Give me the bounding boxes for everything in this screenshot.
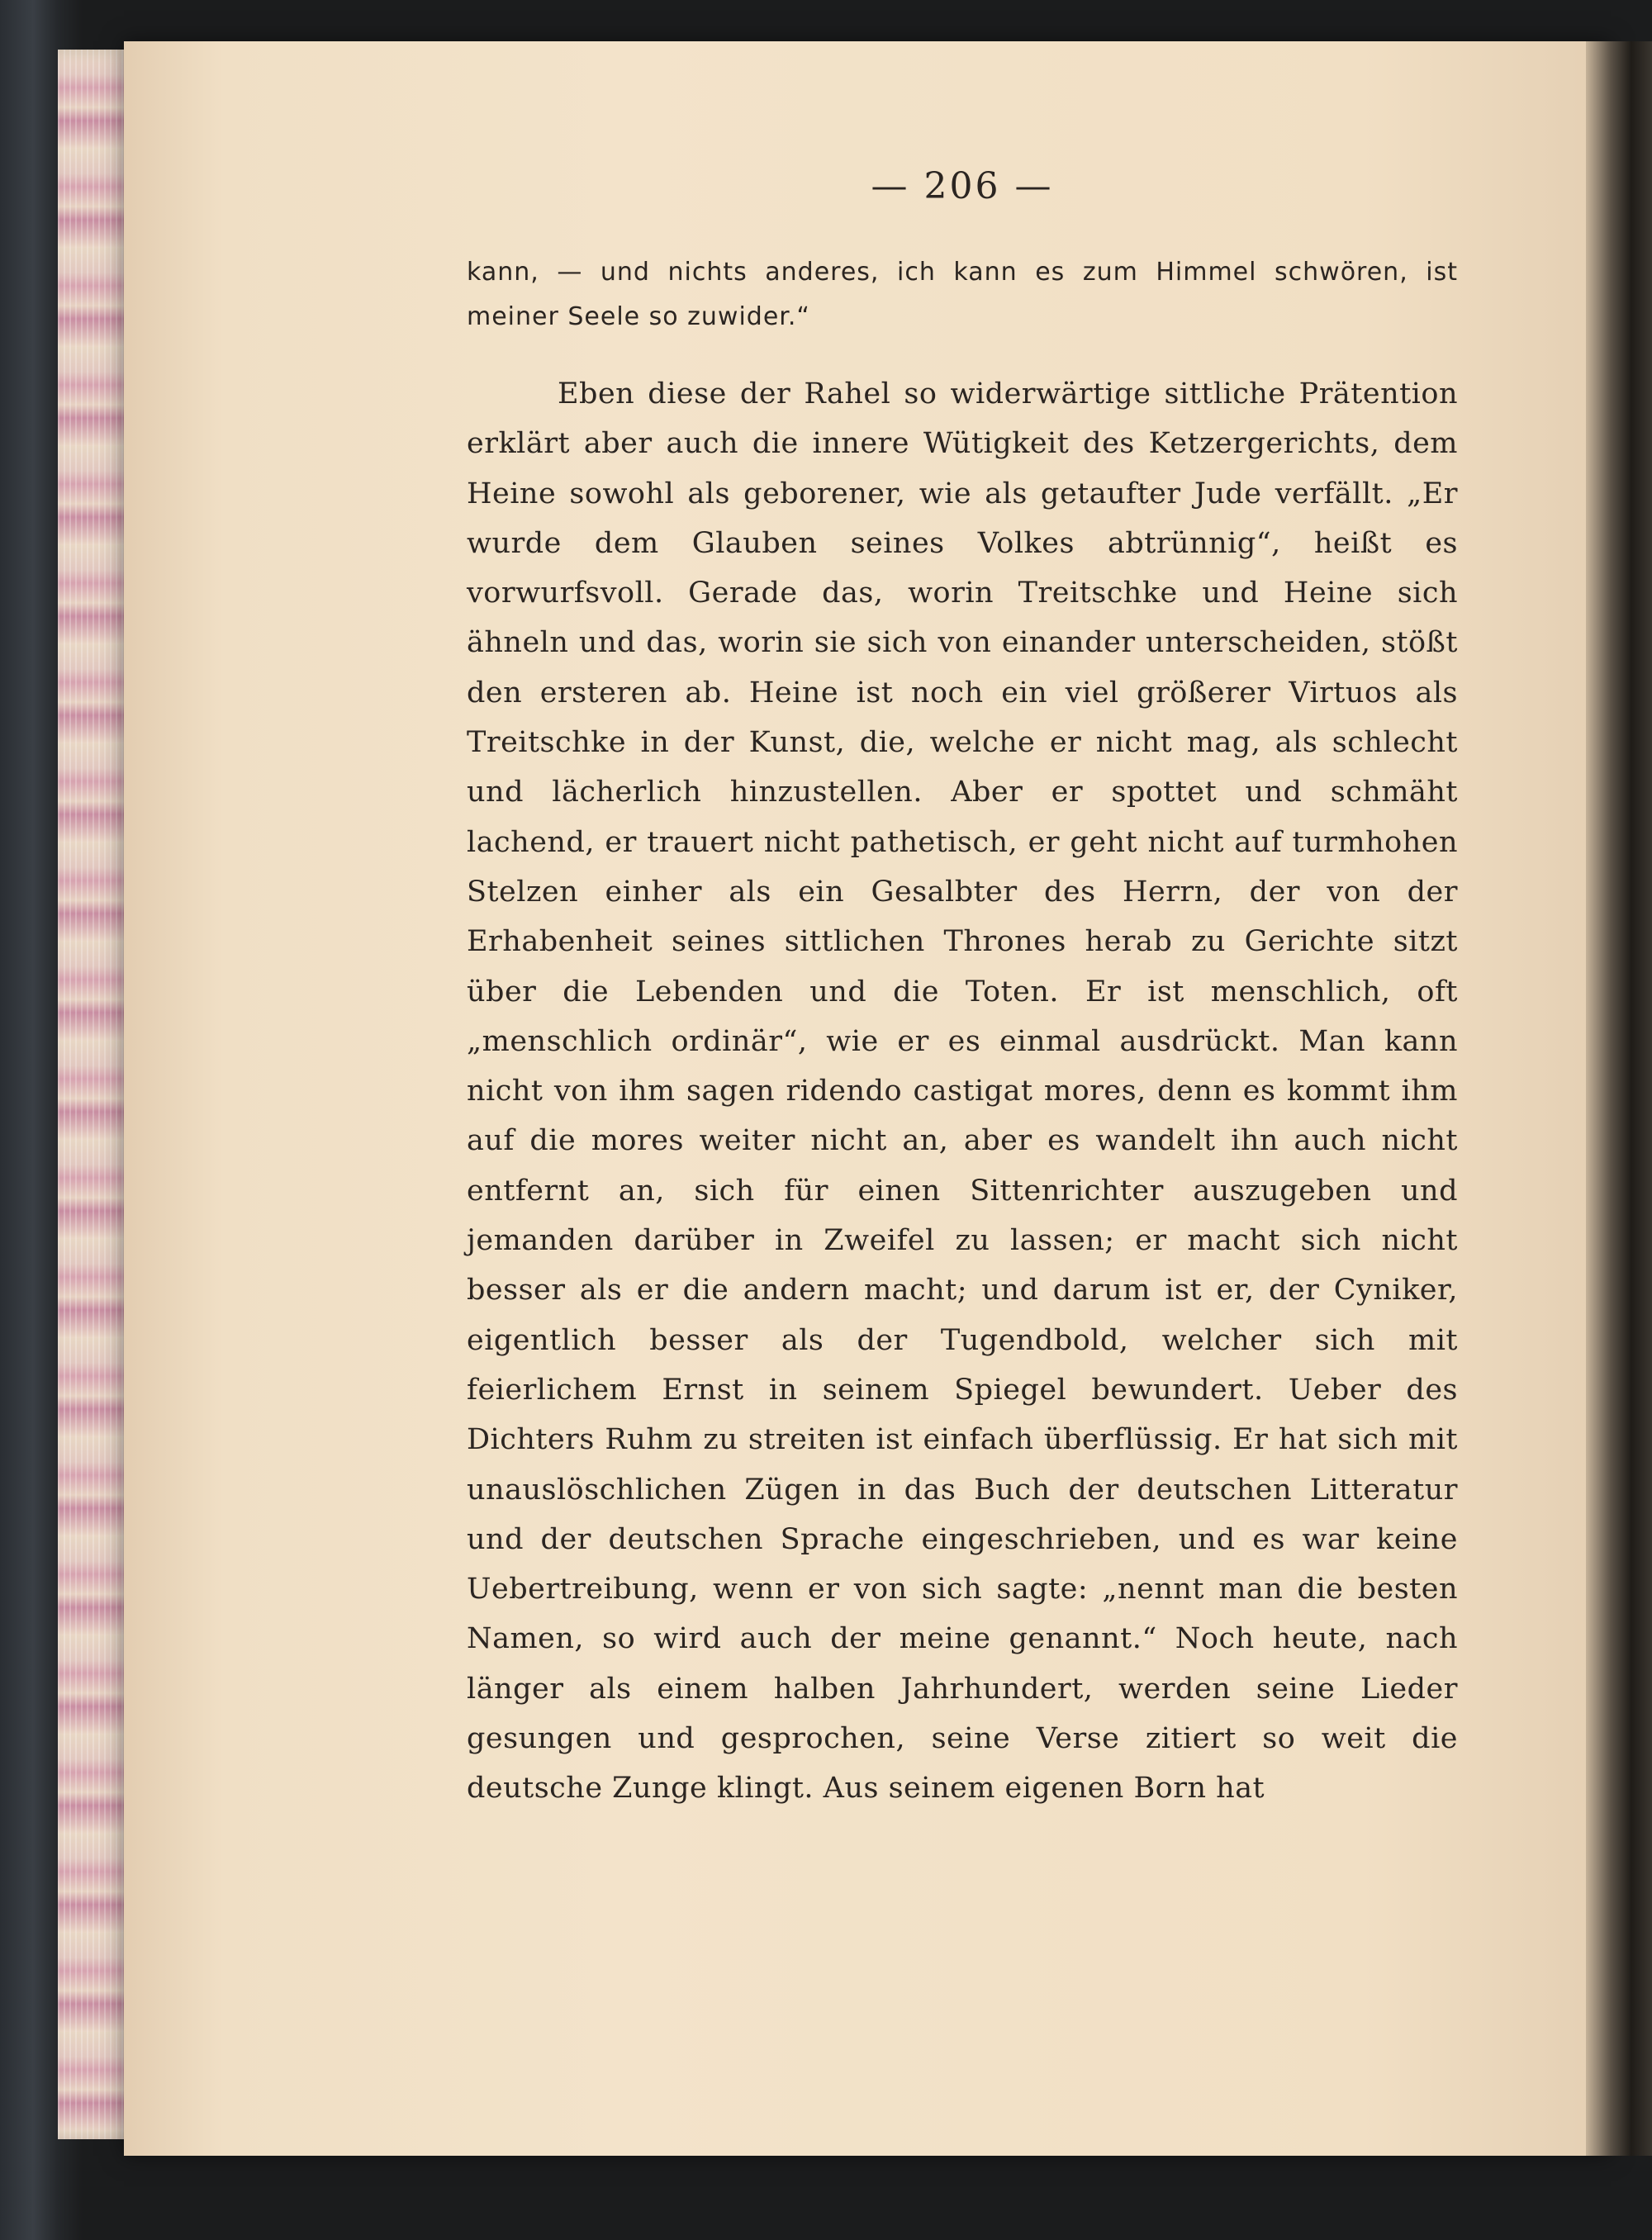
paragraph: Eben diese der Rahel so widerwärtige sittliche Prätention erklärt aber auch die innere Wütigkeit des Ketzergerichts, dem Heine sowohl als geborener, wie als getaufter Jude verfällt. „Er wurde dem Glauben seines Volkes abtrünnig“, heißt es vorwurfsvoll. Gerade das, worin Treitschke und Heine sich ähneln und das, worin sie sich von einander unterscheiden, stößt den ersteren ab. Heine ist noch ein viel größerer Virtuos als Treitschke in der Kunst, die, welche er nicht mag, als schlecht und lächerlich hinzustellen. Aber er spottet und schmäht lachend, er trauert nicht pathetisch, er geht nicht auf turmhohen Stelzen einher als ein Gesalbter des Herrn, der von der Erhabenheit seines sittlichen Thrones herab zu Gerichte sitzt über die Lebenden und die Toten. Er ist menschlich, oft „menschlich ordinär“, wie er es einmal ausdrückt. Man kann nicht von ihm sagen ridendo castigat mores, denn es kommt ihm auf die mores weiter nicht an, aber es wandelt ihn auch nicht entfernt an, sich für einen Sittenrichter auszugeben und jemanden darüber in Zweifel zu lassen; er macht sich nicht besser als er die andern macht; und darum ist er, der Cyniker, eigentlich besser als der Tugendbold, welcher sich mit feierlichem Ernst in seinem Spiegel bewundert. Ueber des Dichters Ruhm zu streiten ist einfach überflüssig. Er hat sich mit unauslöschlichen Zügen in das Buch der deutschen Litteratur und der deutschen Sprache eingeschrieben, und es war keine Uebertreibung, wenn er von sich sagte: „nennt man die besten Namen, so wird auch der meine genannt.“ Noch heute, nach länger als einem halben Jahrhundert, werden seine Lieder gesungen und gesprochen, seine Verse zitiert so weit die deutsche Zunge klingt. Aus seinem eigenen Born hat — [467, 377, 1458, 1806]
quote-continuation: kann, — und nichts anderes, ich kann es zum Himmel schwören, ist meiner Seele so zuwider.“ — [467, 258, 1458, 331]
page-content — [467, 165, 1458, 1814]
page-number: — 206 — — [871, 165, 1054, 207]
book-gutter — [1586, 41, 1652, 2156]
body-text — [467, 369, 1458, 1814]
